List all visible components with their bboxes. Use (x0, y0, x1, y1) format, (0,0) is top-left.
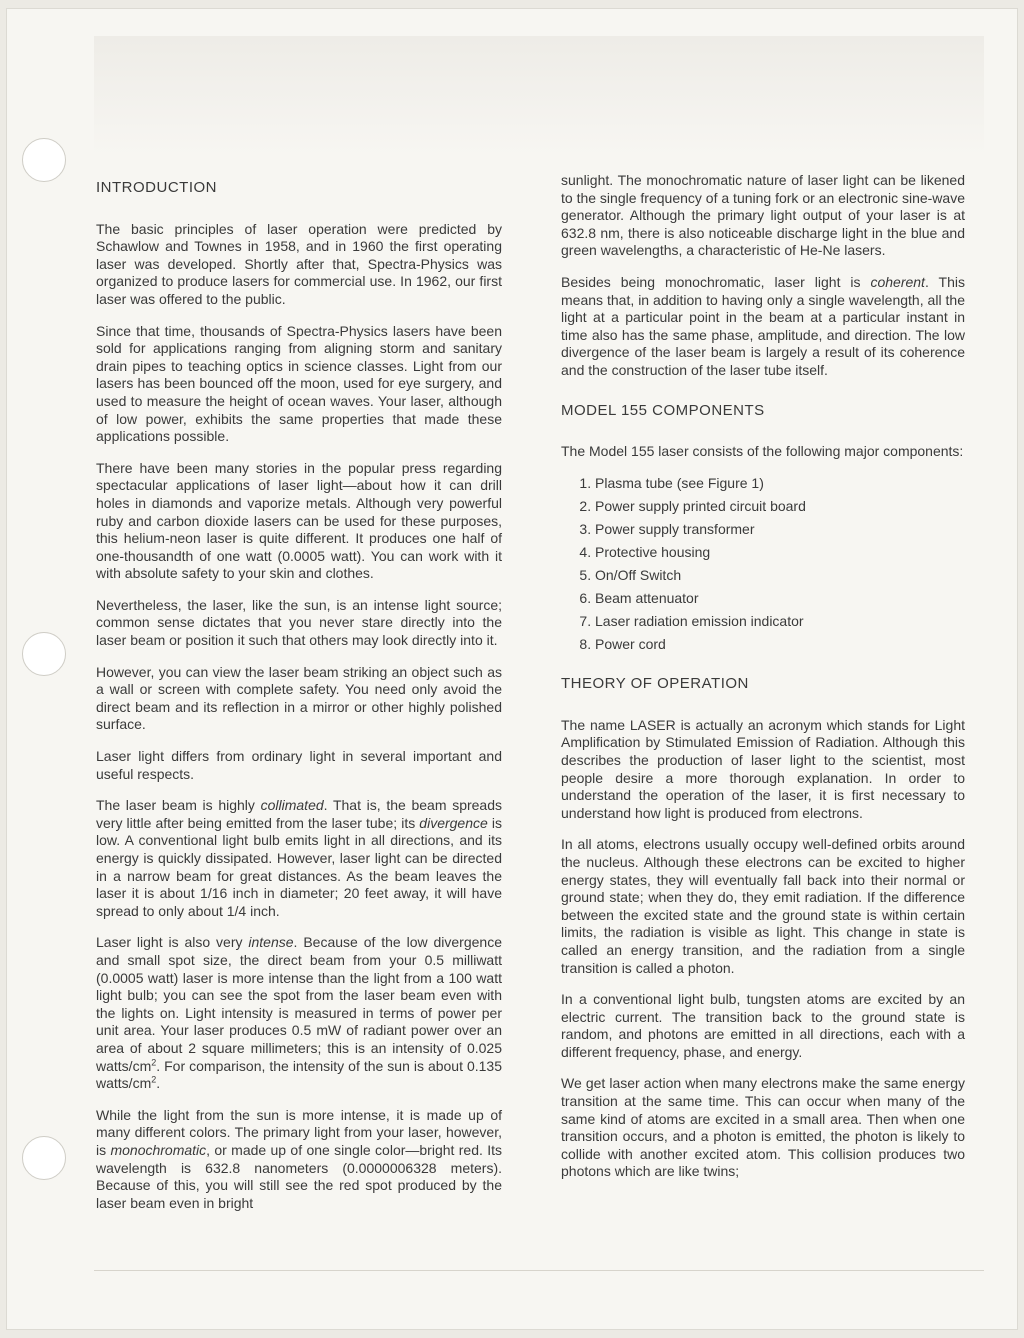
intro-paragraph-press-stories: There have been many stories in the popular press regarding spectacular applications of laser light—about how it can drill holes in diamonds and vaporize metals. Although very powerful ruby and carbon dioxide lasers can be used for these purposes, this helium-neon laser is quite different. It produces one half of one-thousandth of one watt (0.0005 watt). You can work with it with absolute safety to your skin and clothes. (96, 459, 502, 582)
intro-paragraph-applications: Since that time, thousands of Spectra-Physics lasers have been sold for applications ranging from aligning storm and sanitary drain pipes to teaching optics in science classes. Light from our lasers has been bounced off the moon, used for eye surgery, and used to measure the height of ocean waves. Your laser, although of low power, exhibits the same properties that made these applications possible. (96, 322, 502, 445)
theory-paragraph-light-bulb: In a conventional light bulb, tungsten atoms are excited by an electric current. The transition back to the ground state is random, and photons are emitted in all directions, each with a different frequency, phase, and energy. (561, 991, 965, 1060)
binder-hole-bottom (22, 1136, 66, 1180)
paragraph-monochromatic: While the light from the sun is more intense, it is made up of many different colors. The primary light from your laser, however, is monochromatic, or made up of one single color—bright red. Its wavelength is 632.8 nanometers (0.0000006328 meters). Because of this, you will still see the red spot produced by the laser beam even in bright (96, 1106, 502, 1211)
component-item: 2. Power supply printed circuit board (595, 498, 965, 516)
intro-paragraph-safe-viewing: However, you can view the laser beam striking an object such as a wall or screen with complete safety. You need only avoid the direct beam and its reflection in a mirror or other highly polished surface. (96, 663, 502, 733)
component-item: 7. Laser radiation emission indicator (595, 613, 965, 631)
theory-paragraph-atoms: In all atoms, electrons usually occupy well-defined orbits around the nucleus. Although these electrons can be excited to higher energy states, they will eventually fall back into their normal or ground state; when they do, they emit radiation. If the difference between the excited state and the ground state is within certain limits, the radiation is visible as light. This change in state is called an energy transition, and the radiation from a single transition is called a photon. (561, 836, 965, 976)
component-item: 3. Power supply transformer (595, 521, 965, 539)
theory-heading: THEORY OF OPERATION (561, 675, 749, 693)
paragraph-intensity: Laser light is also very intense. Because of the low divergence and small spot size, the direct beam from your 0.5 milliwatt (0.0005 watt) laser is more intense than the light from a 100 watt light bulb; you can see the spot from the laser beam even with the lights on. Light intensity is measured in terms of power per unit area. Your laser produces 0.5 mW of radiant power over an area of about 2 square millimeters; this is an intensity of 0.025 watts/$cm^2$. For comparison, the intensity of the sun is about 0.135 watts/$cm^2$. (96, 934, 502, 1092)
component-item: 4. Protective housing (595, 544, 965, 562)
binder-hole-middle (22, 632, 66, 676)
intro-paragraph-safety-warning: Nevertheless, the laser, like the sun, is an intense light source; common sense dictates that you never stare directly into the laser beam or position it such that others may look directly into it. (96, 596, 502, 649)
term-intense: intense (248, 934, 294, 951)
introduction-heading: INTRODUCTION (96, 179, 217, 196)
intro-paragraph-history: The basic principles of laser operation were predicted by Schawlow and Townes in 1958, and in 1960 the first operating laser was developed. Shortly after that, Spectra-Physics was organized to produce lasers for commercial use. In 1962, our first laser was offered to the public. (96, 220, 502, 307)
component-item: 8. Power cord (595, 636, 965, 654)
left-column (96, 172, 502, 1226)
term-coherent: coherent (870, 273, 925, 290)
page-scan-shading (94, 36, 984, 156)
binder-hole-top (22, 138, 66, 182)
theory-paragraph-laser-action: We get laser action when many electrons make the same energy transition at the same time. This can occur when many of the same kind of atoms are excited in a small area. Then when one transition occurs, and a photon is emitted, the photon is likely to collide with another excited atom. This collision produces two photons which are like twins; (561, 1075, 965, 1180)
paragraph-coherence: Besides being monochromatic, laser light is coherent. This means that, in addition to having only a single wavelength, all the light at a particular point in the beam at a particular instant in time also has the same phase, amplitude, and direction. The low divergence of the laser beam is largely a result of its coherence and the construction of the laser tube itself. (561, 273, 965, 378)
intro-paragraph-differences: Laser light differs from ordinary light in several important and useful respects. (96, 748, 502, 782)
term-collimated: collimated (260, 797, 324, 814)
components-list (561, 475, 965, 653)
right-column (561, 172, 965, 1195)
paragraph-sunlight-continued: sunlight. The monochromatic nature of laser light can be likened to the single frequency of a tuning fork or an electronic sine-wave generator. Although the primary light output of your laser is at 632.8 nm, there is also noticeable discharge light in the blue and green wavelengths, a characteristic of He-Ne lasers. (561, 172, 965, 259)
components-intro: The Model 155 laser consists of the following major components: (561, 443, 964, 460)
theory-paragraph-acronym: The name LASER is actually an acronym which stands for Light Amplification by Stimulated Emission of Radiation. Although this describes the production of laser light to the scientist, most people desire a more thorough explanation. In order to understand the operation of the laser, it is first necessary to understand how light is produced from electrons. (561, 716, 965, 821)
component-item: 5. On/Off Switch (595, 567, 965, 585)
bottom-rule (94, 1270, 984, 1271)
component-item: 1. Plasma tube (see Figure 1) (595, 475, 965, 493)
term-divergence: divergence (419, 814, 488, 831)
term-monochromatic: monochromatic (110, 1141, 207, 1158)
component-item: 6. Beam attenuator (595, 590, 965, 608)
paragraph-collimation: The laser beam is highly collimated. That is, the beam spreads very little after being emitted from the laser tube; its divergence is low. A conventional light bulb emits light in all directions, and its energy is quickly dissipated. However, laser light can be directed in a narrow beam for great distances. As the beam leaves the laser it is about 1/16 inch in diameter; 20 feet away, it will have spread to only about 1/4 inch. (96, 797, 502, 919)
components-heading: MODEL 155 COMPONENTS (561, 401, 765, 419)
